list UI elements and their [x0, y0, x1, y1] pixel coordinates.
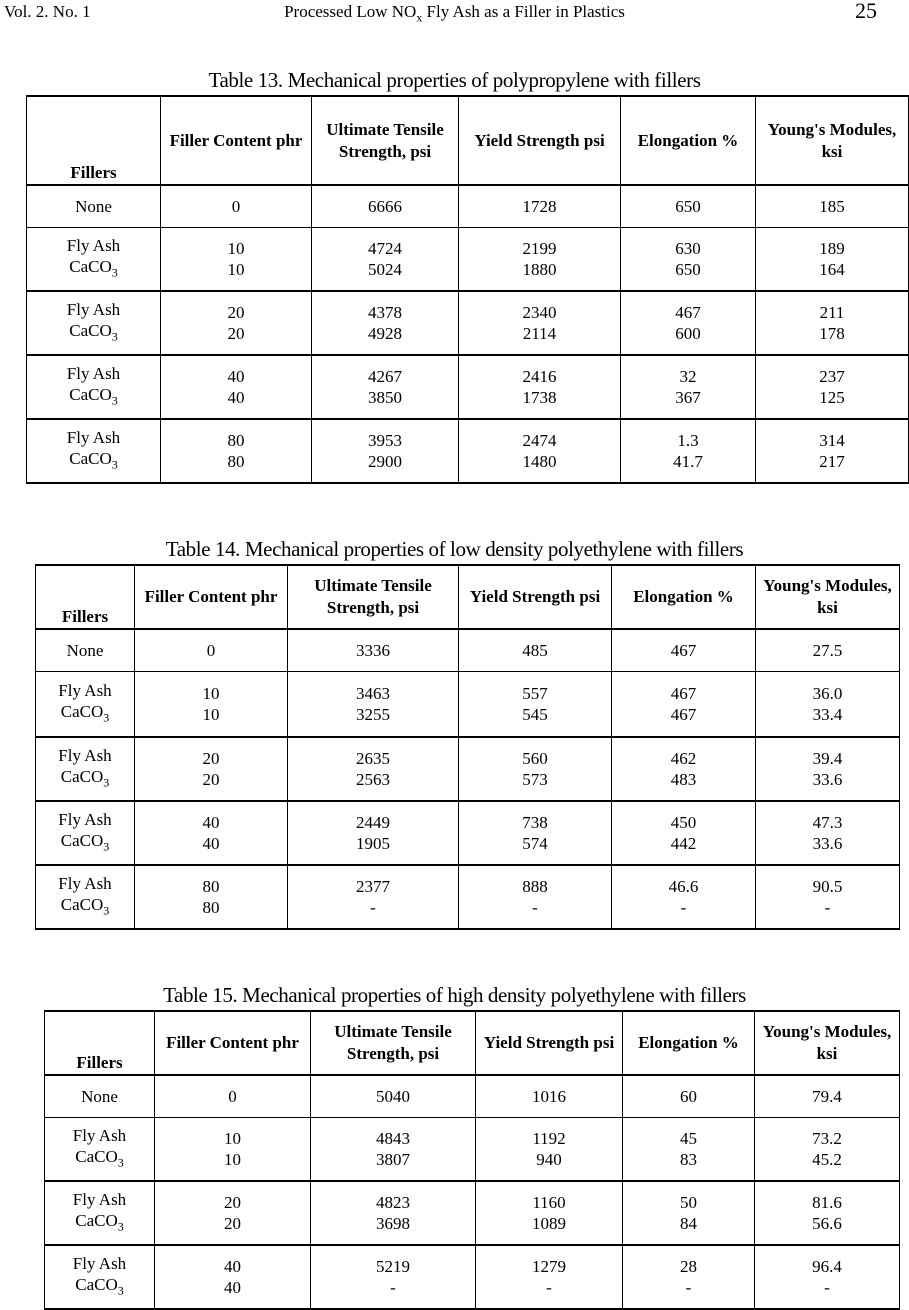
column-header-fillers: Fillers	[45, 1011, 155, 1075]
cell-value: 27.5	[812, 640, 843, 660]
cell-value: CaCO$_3$	[75, 1274, 124, 1298]
cell-youngs-modules	[755, 1117, 900, 1181]
cell-yield-strength	[459, 185, 621, 227]
table-13-caption: Table 13. Mechanical properties of polypropylene with fillers	[208, 68, 701, 92]
cell-fillers	[27, 185, 161, 227]
cell-ultimate-tensile-strength	[312, 355, 459, 419]
cell-value: 56.6	[812, 1214, 842, 1233]
column-header-youngs-modules: Young's Modules, ksi	[756, 96, 909, 185]
cell-value: 1192	[532, 1128, 566, 1148]
cell-value: 314	[819, 431, 845, 450]
cell-ultimate-tensile-strength	[288, 671, 459, 737]
cell-value: Fly Ash	[72, 1189, 127, 1209]
cell-value: 10	[202, 704, 220, 724]
cell-filler-content	[155, 1117, 311, 1181]
cell-value: 4724	[368, 238, 402, 258]
cell-value: -	[546, 1278, 552, 1297]
cell-value: 4378	[368, 303, 402, 322]
cell-value: 80	[227, 452, 245, 471]
cell-ultimate-tensile-strength	[288, 801, 459, 865]
cell-value: CaCO$_3$	[75, 1146, 124, 1169]
cell-elongation	[623, 1181, 755, 1245]
cell-elongation	[612, 737, 756, 801]
table-row	[36, 737, 900, 801]
cell-value: 45.2	[812, 1149, 842, 1169]
cell-value: 40	[202, 813, 220, 832]
cell-elongation	[612, 671, 756, 737]
cell-value: CaCO$_3$	[69, 320, 118, 344]
column-header-elongation: Elongation %	[621, 96, 756, 185]
cell-youngs-modules	[756, 419, 909, 483]
cell-filler-content	[135, 737, 288, 801]
column-header-yield-strength: Yield Strength psi	[459, 565, 612, 629]
table-row	[45, 1181, 900, 1245]
cell-value: 467	[670, 683, 697, 703]
cell-filler-content	[135, 865, 288, 929]
cell-value: 96.4	[812, 1257, 842, 1276]
cell-value: None	[75, 196, 112, 216]
cell-ultimate-tensile-strength	[311, 1181, 476, 1245]
cell-elongation	[621, 291, 756, 355]
cell-value: 40	[202, 834, 220, 853]
column-header-ultimate-tensile-strength: Ultimate Tensile Strength, psi	[288, 565, 459, 629]
cell-value: Fly Ash	[66, 363, 121, 383]
cell-fillers	[36, 671, 135, 737]
cell-value: 80	[202, 877, 220, 896]
cell-value: 40	[224, 1257, 241, 1276]
cell-elongation	[623, 1245, 755, 1309]
cell-value: 10	[224, 1128, 241, 1148]
cell-value: 0	[206, 640, 216, 660]
cell-value: 4843	[376, 1128, 410, 1148]
cell-value: 33.4	[812, 704, 843, 724]
column-header-ultimate-tensile-strength: Ultimate Tensile Strength, psi	[311, 1011, 476, 1075]
cell-value: 3463	[356, 683, 390, 703]
cell-value: 650	[675, 196, 701, 216]
cell-value: 36.0	[812, 683, 843, 703]
cell-value: 10	[227, 259, 245, 279]
cell-filler-content	[161, 419, 312, 483]
running-title-sub: x	[416, 10, 423, 25]
cell-value: 1089	[532, 1214, 566, 1233]
cell-youngs-modules	[755, 1181, 900, 1245]
cell-yield-strength	[476, 1181, 623, 1245]
column-header-elongation: Elongation %	[612, 565, 756, 629]
cell-youngs-modules	[755, 1245, 900, 1309]
cell-value: 80	[227, 431, 245, 450]
cell-value: Fly Ash	[66, 299, 121, 319]
cell-fillers	[27, 291, 161, 355]
cell-value: 557	[522, 683, 548, 703]
column-header-youngs-modules: Young's Modules, ksi	[756, 565, 900, 629]
column-header-fillers: Fillers	[36, 565, 135, 629]
cell-youngs-modules	[756, 227, 909, 291]
cell-value: 4823	[376, 1193, 410, 1212]
cell-value: 20	[227, 303, 245, 322]
cell-youngs-modules	[756, 671, 900, 737]
cell-value: -	[824, 1278, 830, 1297]
cell-yield-strength	[459, 419, 621, 483]
cell-yield-strength	[459, 355, 621, 419]
cell-value: 47.3	[812, 813, 843, 832]
cell-value: 73.2	[812, 1128, 842, 1148]
cell-value: 1480	[522, 452, 557, 471]
cell-ultimate-tensile-strength	[312, 291, 459, 355]
cell-youngs-modules	[756, 737, 900, 801]
cell-yield-strength	[459, 227, 621, 291]
header-row	[27, 96, 909, 185]
cell-value: 125	[819, 388, 845, 407]
cell-value: 84	[680, 1214, 697, 1233]
cell-value: 0	[228, 1086, 237, 1106]
column-header-ultimate-tensile-strength: Ultimate Tensile Strength, psi	[312, 96, 459, 185]
cell-filler-content	[135, 671, 288, 737]
cell-value: 630	[675, 238, 701, 258]
cell-ultimate-tensile-strength	[288, 737, 459, 801]
cell-youngs-modules	[756, 801, 900, 865]
cell-value: 450	[670, 813, 697, 832]
cell-filler-content	[155, 1245, 311, 1309]
table-row	[36, 865, 900, 929]
cell-value: 164	[819, 259, 845, 279]
cell-value: CaCO$_3$	[60, 894, 110, 918]
cell-elongation	[612, 865, 756, 929]
cell-value: 2635	[356, 749, 390, 768]
cell-value: None	[81, 1086, 118, 1106]
cell-ultimate-tensile-strength	[311, 1075, 476, 1117]
column-header-yield-strength: Yield Strength psi	[476, 1011, 623, 1075]
cell-value: 888	[522, 877, 548, 896]
cell-value: 367	[675, 388, 701, 407]
cell-value: 2199	[522, 238, 557, 258]
table-row	[27, 355, 909, 419]
cell-fillers	[36, 865, 135, 929]
cell-ultimate-tensile-strength	[312, 185, 459, 227]
cell-value: 10	[227, 238, 245, 258]
cell-value: 41.7	[673, 452, 703, 471]
cell-value: Fly Ash	[58, 873, 112, 893]
cell-value: 50	[680, 1193, 697, 1212]
header-row	[45, 1011, 900, 1075]
cell-value: 20	[224, 1193, 241, 1212]
table-row	[27, 227, 909, 291]
cell-value: 2416	[522, 367, 557, 386]
cell-value: 738	[522, 813, 548, 832]
cell-value: 3698	[376, 1214, 410, 1233]
cell-ultimate-tensile-strength	[288, 629, 459, 671]
cell-value: 467	[670, 640, 697, 660]
cell-value: 2340	[522, 303, 557, 322]
cell-value: 442	[670, 834, 697, 853]
cell-value: 940	[536, 1149, 562, 1169]
table-13	[26, 95, 909, 484]
cell-value: CaCO$_3$	[69, 384, 118, 408]
cell-value: 185	[819, 196, 845, 216]
cell-value: 650	[675, 259, 701, 279]
cell-value: CaCO$_3$	[60, 830, 110, 854]
cell-ultimate-tensile-strength	[311, 1245, 476, 1309]
cell-value: -	[824, 898, 831, 917]
cell-value: 39.4	[812, 749, 843, 768]
table-row	[27, 291, 909, 355]
cell-filler-content	[161, 291, 312, 355]
table-14	[35, 564, 900, 930]
cell-value: Fly Ash	[58, 745, 112, 765]
cell-fillers	[45, 1075, 155, 1117]
cell-value: -	[685, 1278, 692, 1297]
cell-value: 20	[224, 1214, 241, 1233]
cell-value: CaCO$_3$	[75, 1210, 124, 1234]
cell-value: 0	[231, 196, 241, 216]
cell-value: Fly Ash	[66, 427, 121, 447]
cell-value: CaCO$_3$	[60, 766, 110, 790]
table-15-caption: Table 15. Mechanical properties of high density polyethylene with fillers	[163, 983, 746, 1007]
cell-value: Fly Ash	[58, 680, 112, 700]
cell-value: Fly Ash	[72, 1125, 127, 1145]
cell-filler-content	[135, 801, 288, 865]
cell-value: 28	[680, 1257, 697, 1276]
table-row	[27, 419, 909, 483]
running-title-post: Fly Ash as a Filler in Plastics	[422, 2, 625, 21]
cell-value: 1905	[356, 834, 390, 853]
cell-value: 40	[227, 367, 245, 386]
cell-value: CaCO$_3$	[60, 701, 110, 724]
cell-value: 79.4	[812, 1086, 842, 1106]
cell-yield-strength	[459, 737, 612, 801]
cell-fillers	[27, 355, 161, 419]
column-header-fillers: Fillers	[27, 96, 161, 185]
cell-value: 1728	[522, 196, 557, 216]
cell-fillers	[27, 227, 161, 291]
column-header-filler-content: Filler Content phr	[161, 96, 312, 185]
cell-ultimate-tensile-strength	[311, 1117, 476, 1181]
cell-value: Fly Ash	[58, 809, 112, 829]
cell-value: 1.3	[677, 431, 699, 450]
cell-value: 467	[670, 704, 697, 724]
cell-fillers	[27, 419, 161, 483]
cell-value: 5024	[368, 259, 402, 279]
cell-value: 80	[202, 898, 220, 917]
cell-value: 5040	[376, 1086, 410, 1106]
cell-value: 33.6	[812, 834, 843, 853]
cell-elongation	[621, 227, 756, 291]
column-header-filler-content: Filler Content phr	[155, 1011, 311, 1075]
cell-value: 83	[680, 1149, 697, 1169]
cell-fillers	[45, 1245, 155, 1309]
cell-value: 237	[819, 367, 845, 386]
cell-yield-strength	[459, 671, 612, 737]
cell-value: 560	[522, 749, 548, 768]
cell-value: 189	[819, 238, 845, 258]
cell-yield-strength	[459, 865, 612, 929]
cell-value: 2377	[356, 877, 390, 896]
cell-value: 90.5	[812, 877, 843, 896]
cell-value: 60	[680, 1086, 697, 1106]
cell-value: 4267	[368, 367, 402, 386]
cell-value: 574	[522, 834, 548, 853]
cell-yield-strength	[476, 1075, 623, 1117]
cell-elongation	[612, 629, 756, 671]
column-header-youngs-modules: Young's Modules, ksi	[755, 1011, 900, 1075]
cell-value: 1880	[522, 259, 557, 279]
cell-value: 40	[224, 1278, 241, 1297]
cell-elongation	[621, 185, 756, 227]
page-number: 25	[855, 0, 877, 23]
cell-value: 211	[819, 303, 845, 322]
cell-value: 573	[522, 770, 548, 789]
cell-fillers	[36, 629, 135, 671]
cell-yield-strength	[459, 801, 612, 865]
cell-value: -	[680, 898, 687, 917]
cell-ultimate-tensile-strength	[288, 865, 459, 929]
cell-value: 40	[227, 388, 245, 407]
cell-youngs-modules	[756, 629, 900, 671]
running-title-pre: Processed Low NO	[284, 2, 417, 21]
cell-value: 3336	[356, 640, 390, 660]
cell-value: 1016	[532, 1086, 566, 1106]
column-header-filler-content: Filler Content phr	[135, 565, 288, 629]
table-15	[44, 1010, 900, 1310]
page-header	[0, 0, 909, 26]
cell-elongation	[623, 1117, 755, 1181]
cell-value: Fly Ash	[66, 235, 121, 255]
cell-value: Fly Ash	[72, 1253, 127, 1273]
table-row	[45, 1245, 900, 1309]
cell-value: CaCO$_3$	[69, 256, 118, 279]
cell-value: 33.6	[812, 770, 843, 789]
cell-yield-strength	[459, 291, 621, 355]
cell-value: 3953	[368, 431, 402, 450]
column-header-yield-strength: Yield Strength psi	[459, 96, 621, 185]
cell-youngs-modules	[755, 1075, 900, 1117]
cell-youngs-modules	[756, 865, 900, 929]
volume-label: Vol. 2. No. 1	[4, 2, 91, 21]
cell-value: 5219	[376, 1257, 410, 1276]
cell-value: 483	[670, 770, 697, 789]
cell-value: 545	[522, 704, 548, 724]
cell-value: 2474	[522, 431, 557, 450]
cell-filler-content	[161, 185, 312, 227]
cell-value: 217	[819, 452, 845, 471]
table-row	[36, 629, 900, 671]
cell-elongation	[612, 801, 756, 865]
cell-value: 2114	[522, 324, 557, 343]
cell-value: 3807	[376, 1149, 410, 1169]
cell-value: 600	[675, 324, 701, 343]
cell-filler-content	[135, 629, 288, 671]
table-row	[36, 671, 900, 737]
cell-fillers	[36, 737, 135, 801]
running-title	[0, 2, 909, 25]
cell-value: 20	[202, 770, 220, 789]
cell-youngs-modules	[756, 355, 909, 419]
cell-value: 4928	[368, 324, 402, 343]
cell-filler-content	[155, 1075, 311, 1117]
cell-value: 1160	[532, 1193, 566, 1212]
cell-ultimate-tensile-strength	[312, 227, 459, 291]
cell-value: 81.6	[812, 1193, 842, 1212]
cell-youngs-modules	[756, 185, 909, 227]
cell-value: 2900	[368, 452, 402, 471]
cell-elongation	[623, 1075, 755, 1117]
column-header-elongation: Elongation %	[623, 1011, 755, 1075]
table-row	[45, 1117, 900, 1181]
table-row	[45, 1075, 900, 1117]
cell-value: -	[370, 898, 376, 917]
cell-value: 2563	[356, 770, 390, 789]
cell-filler-content	[161, 227, 312, 291]
cell-value: 6666	[368, 196, 402, 216]
table-row	[36, 801, 900, 865]
cell-value: 10	[202, 683, 220, 703]
cell-youngs-modules	[756, 291, 909, 355]
cell-filler-content	[161, 355, 312, 419]
cell-fillers	[45, 1117, 155, 1181]
cell-value: 32	[679, 367, 697, 386]
cell-value: 1279	[532, 1257, 566, 1276]
cell-value: 20	[202, 749, 220, 768]
cell-elongation	[621, 419, 756, 483]
cell-value: -	[390, 1278, 396, 1297]
cell-value: 45	[680, 1128, 697, 1148]
cell-ultimate-tensile-strength	[312, 419, 459, 483]
cell-value: 3255	[356, 704, 390, 724]
cell-filler-content	[155, 1181, 311, 1245]
table-row	[27, 185, 909, 227]
header-row	[36, 565, 900, 629]
cell-value: 462	[670, 749, 697, 768]
cell-value: CaCO$_3$	[69, 448, 118, 472]
cell-value: 178	[819, 324, 845, 343]
cell-value: 46.6	[668, 877, 699, 896]
cell-value: 3850	[368, 388, 402, 407]
cell-elongation	[621, 355, 756, 419]
cell-yield-strength	[459, 629, 612, 671]
cell-value: 485	[522, 640, 548, 660]
table-14-caption: Table 14. Mechanical properties of low density polyethylene with fillers	[165, 537, 744, 561]
cell-fillers	[45, 1181, 155, 1245]
cell-value: 20	[227, 324, 245, 343]
cell-fillers	[36, 801, 135, 865]
cell-value: None	[66, 640, 104, 660]
cell-yield-strength	[476, 1245, 623, 1309]
cell-value: 2449	[356, 813, 390, 832]
cell-value: 467	[675, 303, 701, 322]
cell-value: -	[532, 898, 538, 917]
cell-value: 1738	[522, 388, 557, 407]
cell-yield-strength	[476, 1117, 623, 1181]
cell-value: 10	[224, 1149, 241, 1169]
